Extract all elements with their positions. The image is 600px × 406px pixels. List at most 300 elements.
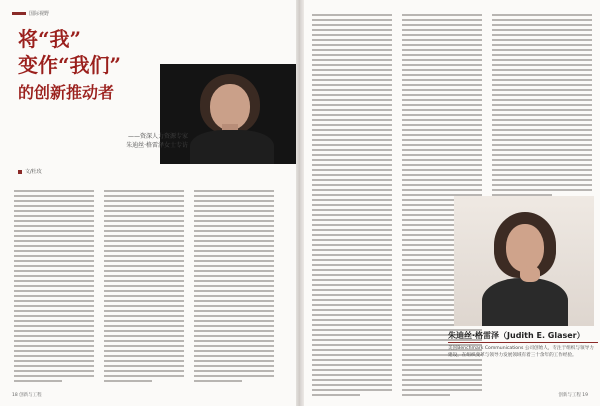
right-page-folio: 创新与工程 19 [558,393,588,398]
text-line [492,164,592,166]
text-line [14,215,94,217]
text-line [104,210,184,212]
text-line [14,190,94,192]
text-line [402,14,482,16]
text-line [312,304,392,306]
text-line [402,29,482,31]
text-line [312,164,392,166]
text-line [104,255,184,257]
text-line [312,384,392,386]
text-line [194,320,274,322]
text-line [194,335,274,337]
text-line [194,350,274,352]
text-line [194,240,274,242]
text-line [492,149,592,151]
text-line [104,330,184,332]
text-line [104,205,184,207]
text-line [312,314,392,316]
text-line [194,215,274,217]
text-line [402,89,482,91]
text-line [312,299,392,301]
text-line [402,74,482,76]
text-line [402,169,482,171]
text-line [194,290,274,292]
text-column [492,14,592,199]
text-line [104,200,184,202]
text-line [104,280,184,282]
text-line [402,34,482,36]
text-line [312,339,392,341]
text-line [492,144,592,146]
text-line [14,305,94,307]
text-line [312,89,392,91]
text-line [194,345,274,347]
text-line [312,199,392,201]
text-line [312,129,392,131]
text-line [312,29,392,31]
text-line [194,310,274,312]
text-line [104,305,184,307]
text-line [104,335,184,337]
text-line [402,39,482,41]
text-line [312,264,392,266]
text-line [312,354,392,356]
text-line [312,134,392,136]
text-line [194,220,274,222]
text-line [104,365,184,367]
text-line [492,139,592,141]
text-line [492,109,592,111]
text-line [104,310,184,312]
text-line [104,285,184,287]
text-line [194,375,274,377]
text-line [14,300,94,302]
left-page-body-text [14,190,274,385]
section-tag-bar [12,12,26,15]
text-line [312,244,392,246]
text-line [402,124,482,126]
text-line [402,19,482,21]
text-line [14,355,94,357]
text-line [14,315,94,317]
text-line [492,169,592,171]
text-line [492,84,592,86]
text-line [14,320,94,322]
text-line [492,39,592,41]
text-line [194,325,274,327]
text-line [14,290,94,292]
text-line [312,324,392,326]
text-line [194,360,274,362]
text-line [14,255,94,257]
text-line [402,129,482,131]
text-line [312,389,392,391]
section-tag [12,10,49,17]
text-line [492,179,592,181]
title-line-2: 变作“我们” [18,53,122,77]
text-line [312,174,392,176]
text-line [312,349,392,351]
text-line [14,280,94,282]
portrait-face [506,224,544,272]
text-line [104,265,184,267]
text-line [194,200,274,202]
author-byline [18,168,42,175]
text-line [194,305,274,307]
text-line [312,344,392,346]
right-page [304,0,600,406]
article-subtitle [38,132,188,150]
text-line [312,259,392,261]
text-line [492,94,592,96]
text-line [312,284,392,286]
text-line [14,365,94,367]
text-line [14,345,94,347]
text-line [104,290,184,292]
text-line [194,365,274,367]
text-line [194,270,274,272]
text-line [492,119,592,121]
text-line [492,19,592,21]
text-line [312,44,392,46]
text-line [492,134,592,136]
text-line [312,274,392,276]
author-name: 文/杜玫 [25,169,42,175]
text-line [104,325,184,327]
text-line [492,44,592,46]
text-line [492,159,592,161]
text-line [312,39,392,41]
text-line [402,99,482,101]
text-line [104,340,184,342]
text-line [402,149,482,151]
text-line [194,275,274,277]
text-line [312,124,392,126]
text-line [14,210,94,212]
text-line [14,245,94,247]
text-line [402,79,482,81]
text-line [312,364,392,366]
left-page-folio: 18 创新与工程 [12,393,42,398]
text-line [402,24,482,26]
text-line [104,225,184,227]
text-line [104,360,184,362]
text-column [194,190,274,385]
text-line [194,300,274,302]
text-line [312,84,392,86]
text-line [312,14,392,16]
text-line [14,380,62,382]
text-line [492,154,592,156]
text-line [104,240,184,242]
text-line [14,200,94,202]
caption-name: 朱迪丝·格雷泽（Judith E. Glaser） [448,331,585,340]
portrait-photo-2 [454,196,594,326]
text-line [194,355,274,357]
text-line [492,89,592,91]
text-line [402,114,482,116]
text-line [104,230,184,232]
text-line [492,64,592,66]
text-line [312,329,392,331]
text-line [492,34,592,36]
subtitle-line-2: 朱迪丝·格雷泽女士专访 [126,142,188,149]
text-column [14,190,94,385]
text-line [492,124,592,126]
text-line [194,250,274,252]
text-line [104,235,184,237]
text-line [402,94,482,96]
right-page-body-text-right [492,14,592,199]
text-line [312,369,392,371]
text-line [312,184,392,186]
text-line [312,294,392,296]
text-line [104,215,184,217]
text-line [312,109,392,111]
text-line [312,64,392,66]
portrait-hand [520,266,540,282]
text-line [402,179,482,181]
text-line [14,235,94,237]
text-line [402,189,482,191]
text-line [14,195,94,197]
text-line [492,129,592,131]
text-line [492,104,592,106]
text-line [194,315,274,317]
title-line-3: 的创新推动者 [18,83,115,102]
text-line [14,375,94,377]
text-line [104,315,184,317]
text-line [194,380,242,382]
text-line [402,44,482,46]
text-line [104,380,152,382]
text-line [492,14,592,16]
text-line [104,260,184,262]
text-line [312,249,392,251]
text-line [14,335,94,337]
byline-marker [18,170,22,174]
text-line [402,144,482,146]
text-line [312,374,392,376]
text-line [194,330,274,332]
text-line [492,74,592,76]
text-line [312,209,392,211]
text-line [104,275,184,277]
text-line [312,394,360,396]
text-line [14,325,94,327]
text-line [312,69,392,71]
text-line [312,94,392,96]
text-line [312,139,392,141]
text-line [194,370,274,372]
text-line [194,225,274,227]
portrait-body [190,130,274,164]
text-line [14,225,94,227]
text-line [14,330,94,332]
portrait-body [482,278,568,326]
text-line [312,334,392,336]
text-line [402,154,482,156]
text-line [492,184,592,186]
text-line [14,205,94,207]
text-line [312,189,392,191]
text-line [312,204,392,206]
text-line [104,320,184,322]
text-line [312,254,392,256]
text-line [402,134,482,136]
text-line [104,375,184,377]
text-line [312,359,392,361]
text-line [14,360,94,362]
text-line [492,54,592,56]
text-line [312,214,392,216]
text-line [312,154,392,156]
text-line [492,174,592,176]
text-line [14,270,94,272]
text-line [402,159,482,161]
text-line [14,250,94,252]
text-line [312,239,392,241]
spine-gutter [296,0,304,406]
article-title [18,26,168,106]
text-line [312,309,392,311]
text-line [104,270,184,272]
text-line [194,245,274,247]
text-line [312,34,392,36]
text-line [14,240,94,242]
text-line [492,189,592,191]
text-line [104,345,184,347]
text-line [194,205,274,207]
text-line [312,319,392,321]
text-line [312,224,392,226]
text-line [402,119,482,121]
text-line [312,104,392,106]
text-line [312,179,392,181]
text-line [194,190,274,192]
caption-rule [448,342,598,343]
text-line [312,144,392,146]
text-line [14,310,94,312]
text-line [312,269,392,271]
text-line [312,194,392,196]
text-line [312,379,392,381]
text-line [402,104,482,106]
text-line [492,29,592,31]
text-line [402,59,482,61]
text-line [14,370,94,372]
text-line [312,114,392,116]
text-line [402,49,482,51]
text-line [194,235,274,237]
text-line [14,285,94,287]
text-line [14,220,94,222]
text-line [104,300,184,302]
text-line [194,230,274,232]
text-line [14,295,94,297]
text-column [104,190,184,385]
text-line [194,260,274,262]
text-line [194,340,274,342]
text-line [402,174,482,176]
text-line [104,295,184,297]
text-line [312,49,392,51]
text-column [312,14,392,399]
text-line [194,285,274,287]
text-line [402,54,482,56]
text-line [312,149,392,151]
text-line [194,210,274,212]
text-line [312,99,392,101]
text-line [194,265,274,267]
text-line [402,64,482,66]
text-line [312,289,392,291]
text-line [104,220,184,222]
text-line [402,394,450,396]
text-line [104,350,184,352]
title-line-1: 将“我” [18,27,82,51]
subtitle-line-1: ——资深人力资源专家 [127,133,188,140]
caption-text: 美国Benchmark Communications 公司创始人，专注于组织与领导力建设，在组织变革与领导力发展领域有着三十余年的工作经验。 [448,346,594,358]
text-line [402,139,482,141]
text-line [492,49,592,51]
text-line [402,84,482,86]
text-line [312,219,392,221]
text-line [104,355,184,357]
text-line [194,195,274,197]
text-line [104,195,184,197]
text-line [104,245,184,247]
left-page [0,0,296,406]
text-line [14,230,94,232]
text-line [492,59,592,61]
text-line [194,295,274,297]
text-line [104,370,184,372]
text-line [312,279,392,281]
text-line [14,260,94,262]
text-line [312,19,392,21]
text-line [312,234,392,236]
text-line [14,265,94,267]
text-line [312,54,392,56]
text-line [14,340,94,342]
text-line [402,69,482,71]
text-line [492,114,592,116]
text-line [194,255,274,257]
text-line [312,24,392,26]
text-line [312,169,392,171]
text-line [14,275,94,277]
text-line [312,79,392,81]
text-line [194,280,274,282]
text-line [492,24,592,26]
text-line [104,190,184,192]
text-line [312,119,392,121]
text-line [402,164,482,166]
text-line [104,250,184,252]
text-line [492,69,592,71]
text-line [312,59,392,61]
text-line [402,109,482,111]
text-line [402,184,482,186]
portrait-caption [448,330,598,400]
text-line [492,79,592,81]
text-line [312,159,392,161]
text-line [312,229,392,231]
section-tag-label: 国际视野 [29,11,50,17]
text-line [312,74,392,76]
text-line [14,350,94,352]
